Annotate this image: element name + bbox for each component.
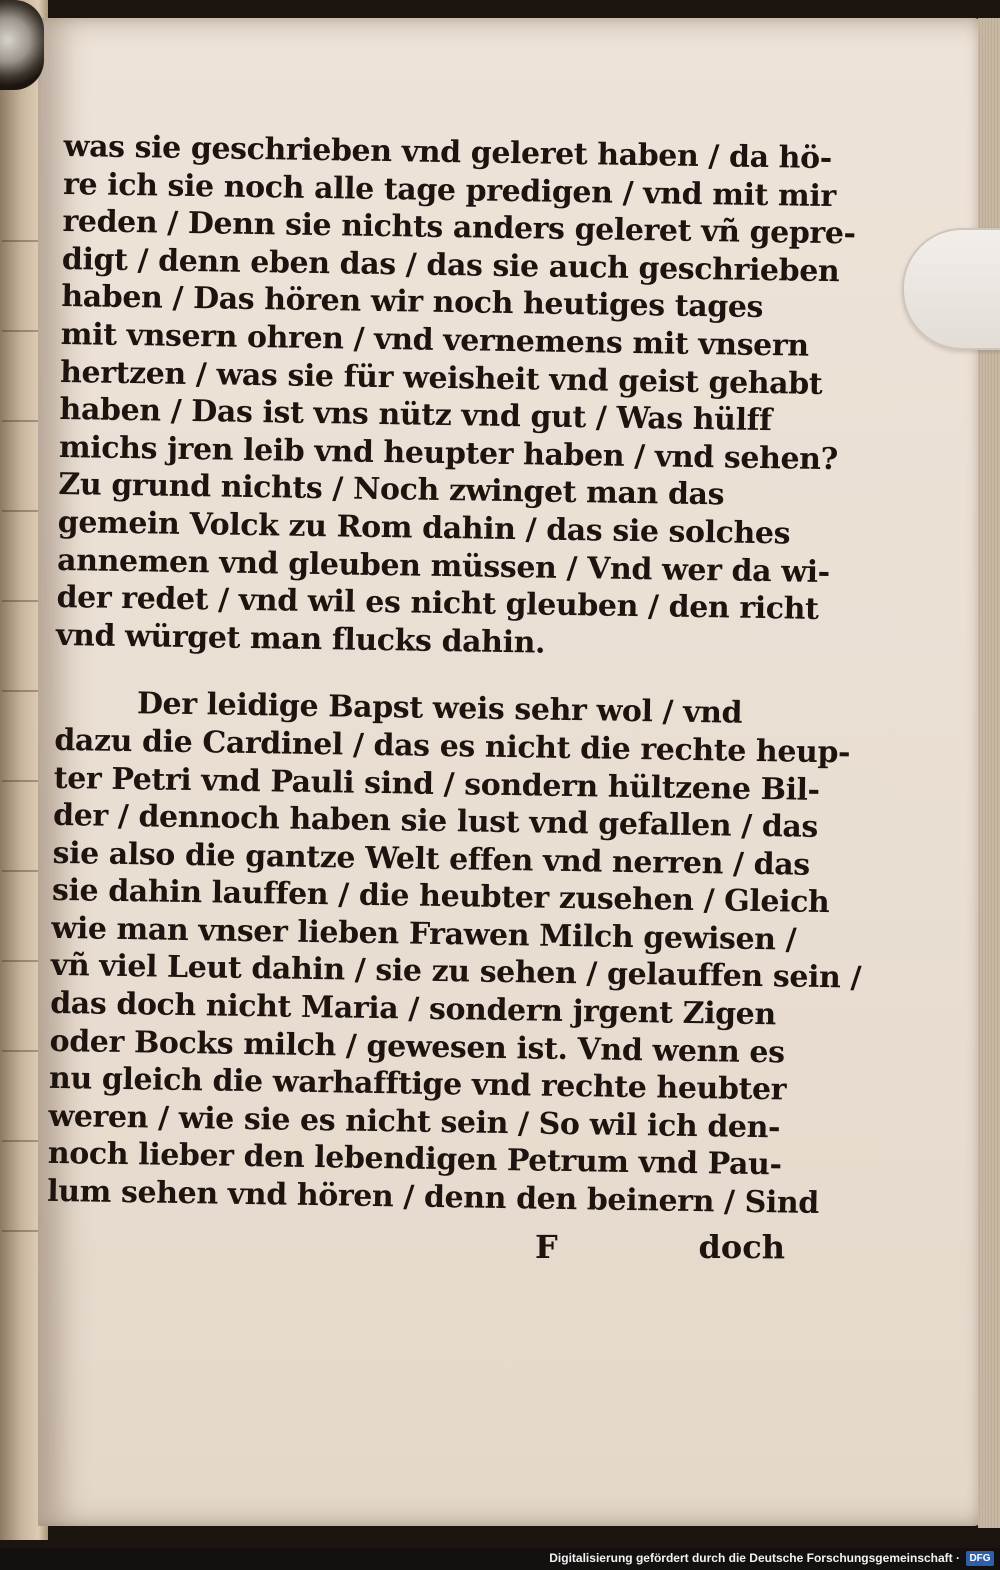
text-line: nu gleich die warhafftige vnd rechte heubter [48, 1061, 787, 1108]
signature-line [535, 1228, 785, 1272]
text-line: digt / denn eben das / das sie auch geschrieben [61, 241, 840, 289]
text-line: gemein Volck zu Rom dahin / das sie solches [57, 504, 791, 552]
text-line: sie dahin lauffen / die heubter zusehen / Gleich [51, 873, 830, 921]
dfg-logo-icon: DFG [966, 1551, 994, 1566]
text-line: re ich sie noch alle tage predigen / vnd mit mir [62, 166, 837, 214]
text-line: lum sehen vnd hören / denn den beinern / Sind [47, 1173, 820, 1222]
text-line: was sie geschrieben vnd geleret haben / da hö- [63, 128, 833, 177]
text-line: dazu die Cardinel / das es nicht die rechte heup- [54, 722, 851, 771]
book-clip [0, 0, 44, 90]
paragraph-2 [47, 684, 862, 1222]
text-line: das doch nicht Maria / sondern jrgent Zigen [49, 985, 777, 1033]
page-text [47, 128, 862, 1222]
signature-mark: F [535, 1228, 558, 1266]
text-line: noch lieber den lebendigen Petrum vnd Pau- [47, 1136, 782, 1183]
text-line: annemen vnd gleuben müssen / Vnd wer da wi- [56, 542, 830, 590]
text-line: Zu grund nichts / Noch zwinget man das [58, 467, 725, 513]
text-line: vnd würget man flucks dahin. [55, 617, 546, 661]
text-line: haben / Das ist vns nütz vnd gut / Was hülff [59, 392, 772, 439]
text-line: wie man vnser lieben Frawen Milch gewisen / [51, 910, 797, 958]
text-line: sie also die gantze Welt effen vnd nerren / das [52, 835, 811, 883]
text-line: hertzen / was sie für weisheit vnd geist gehabt [59, 354, 823, 402]
funding-credit: Digitalisierung gefördert durch die Deutsche Forschungsgemeinschaft · [549, 1551, 960, 1565]
text-line: oder Bocks milch / gewesen ist. Vnd wenn es [49, 1023, 785, 1071]
catchword: doch [698, 1228, 785, 1266]
text-line: weren / wie sie es nicht sein / So wil ich den- [48, 1098, 781, 1146]
paragraph-1 [55, 128, 856, 666]
text-line: reden / Denn sie nichts anders geleret vñ gepre- [62, 204, 856, 252]
footer-bar [0, 1548, 1000, 1570]
text-line: vñ viel Leut dahin / sie zu sehen / gelauffen sein / [50, 948, 862, 997]
text-line: haben / Das hören wir noch heutiges tages [61, 279, 764, 326]
text-line: ter Petri vnd Pauli sind / sondern hültzene Bil- [53, 760, 820, 808]
text-line: mit vnsern ohren / vnd vernemens mit vnsern [60, 316, 809, 364]
text-line: der redet / vnd wil es nicht gleuben / den richt [56, 580, 819, 628]
text-line: der / dennoch haben sie lust vnd gefallen / das [52, 798, 819, 846]
text-line: Der leidige Bapst weis sehr wol / vnd [136, 686, 743, 732]
text-line: michs jren leib vnd heupter haben / vnd sehen? [58, 429, 839, 477]
